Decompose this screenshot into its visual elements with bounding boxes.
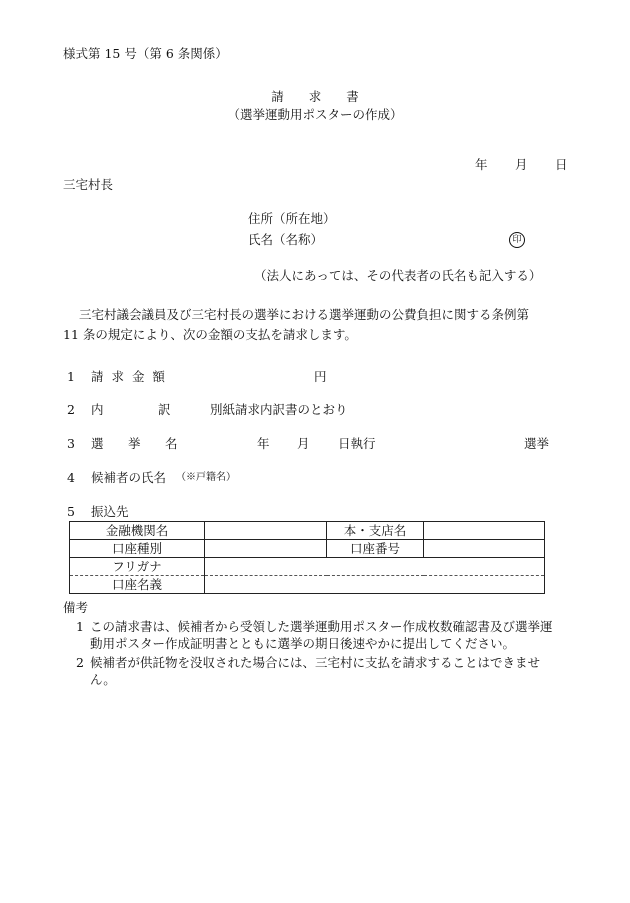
remark-1-text: この請求書は、候補者から受領した選挙運動用ポスター作成枚数確認書及び選挙運動用ポスター作成証明書とともに選挙の期日後速やかに提出してください。: [90, 619, 553, 651]
furigana-value-cell[interactable]: [205, 558, 545, 576]
item-3-day: 日執行: [338, 436, 376, 451]
remark-2-number: 2: [76, 655, 84, 670]
remark-1-number: 1: [76, 619, 84, 634]
account-name-label: 口座名義: [70, 576, 205, 594]
item-3-label-c: 名: [165, 436, 178, 451]
representative-note: （法人にあっては、その代表者の氏名も記入する）: [254, 268, 542, 283]
item-1-label: 請 求 金 額: [91, 369, 167, 384]
account-type-value-cell[interactable]: [205, 540, 327, 558]
item-3-label-b: 挙: [128, 436, 141, 451]
item-2-label-b: 訳: [158, 402, 171, 417]
item-1-unit: 円: [314, 369, 327, 384]
date-day-label: 日: [555, 157, 568, 172]
item-4-number: 4: [67, 470, 75, 485]
item-4-label: 候補者の氏名: [91, 470, 167, 485]
seal-mark: 印: [509, 232, 525, 248]
institution-value-cell[interactable]: [205, 522, 327, 540]
branch-label: 本・支店名: [327, 522, 424, 540]
document-subtitle: （選挙運動用ポスターの作成）: [227, 107, 403, 122]
furigana-label: フリガナ: [70, 558, 205, 576]
branch-value-cell[interactable]: [424, 522, 545, 540]
date-year-label: 年: [475, 157, 488, 172]
item-1-number: 1: [67, 369, 75, 384]
item-3-label-a: 選: [91, 436, 104, 451]
item-3-number: 3: [67, 436, 75, 451]
table-row: [70, 522, 545, 540]
account-number-label: 口座番号: [327, 540, 424, 558]
body-text-line-1: 三宅村議会議員及び三宅村長の選挙における選挙運動の公費負担に関する条例第: [79, 307, 530, 322]
item-4-note: （※戸籍名）: [176, 472, 236, 483]
name-label: 氏名（名称）: [248, 232, 324, 247]
institution-label: 金融機関名: [70, 522, 205, 540]
address-label: 住所（所在地）: [248, 211, 336, 226]
account-name-value-cell[interactable]: [205, 576, 545, 594]
item-5-label: 振込先: [91, 504, 129, 519]
list-item: [76, 654, 560, 688]
item-3-suffix: 選挙: [524, 436, 550, 451]
table-row: [70, 576, 545, 594]
item-5-number: 5: [67, 504, 75, 519]
item-2-label-a: 内: [91, 402, 104, 417]
table-row: [70, 540, 545, 558]
remarks-heading: 備考: [63, 600, 89, 615]
form-number: 様式第 15 号（第 6 条関係）: [63, 46, 228, 61]
item-2-number: 2: [67, 402, 75, 417]
remark-2-text: 候補者が供託物を没収された場合には、三宅村に支払を請求することはできません。: [90, 655, 541, 687]
addressee: 三宅村長: [63, 177, 114, 192]
account-type-label: 口座種別: [70, 540, 205, 558]
document-title: 請 求 書: [271, 89, 359, 104]
item-2-value: 別紙請求内訳書のとおり: [210, 402, 348, 417]
item-3-year: 年: [257, 436, 270, 451]
bank-transfer-table: [69, 521, 545, 594]
item-3-month: 月: [297, 436, 310, 451]
account-number-value-cell[interactable]: [424, 540, 545, 558]
table-row: [70, 558, 545, 576]
list-item: [76, 618, 560, 652]
date-month-label: 月: [515, 157, 528, 172]
body-text-line-2: 11 条の規定により、次の金額の支払を請求します。: [63, 327, 357, 342]
remarks-list: [76, 618, 560, 690]
